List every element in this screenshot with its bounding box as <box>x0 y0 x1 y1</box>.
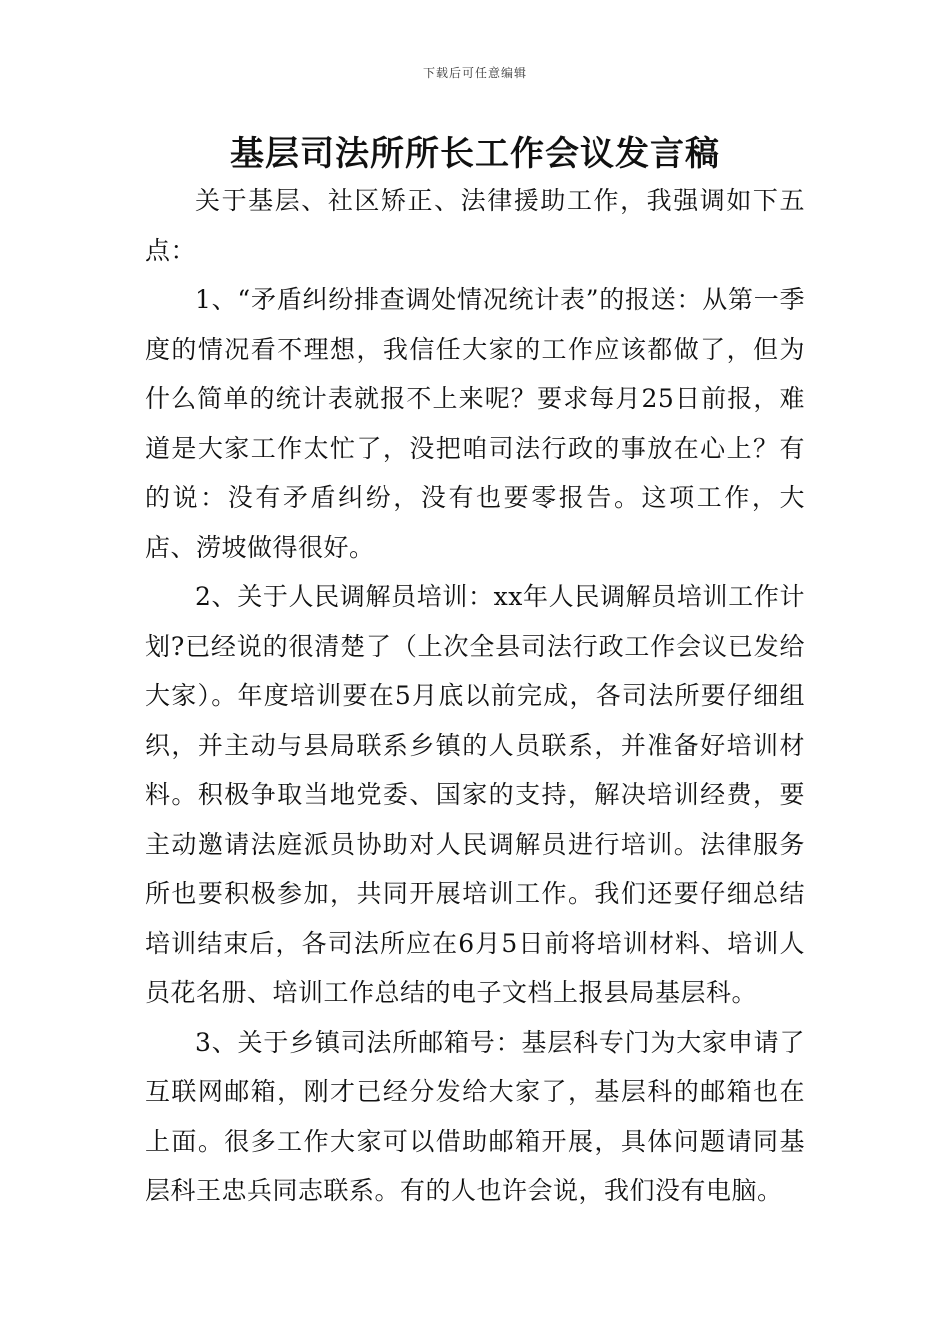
header-note: 下载后可任意编辑 <box>422 66 527 80</box>
paragraph-point-3: 3、关于乡镇司法所邮箱号：基层科专门为大家申请了互联网邮箱，刚才已经分发给大家了，基层科的邮箱也在上面。很多工作大家可以借助邮箱开展，具体问题请同基层科王忠兵同志联系。有的人也许会说，我们没有电脑。 <box>145 1027 805 1205</box>
document-body <box>145 176 805 1216</box>
paragraph-point-2: 2、关于人民调解员培训：xx年人民调解员培训工作计划?已经说的很清楚了（上次全县司法行政工作会议已发给大家）。年度培训要在5月底以前完成，各司法所要仔细组织，并主动与县局联系乡镇的人员联系，并准备好培训材料。积极争取当地党委、国家的支持，解决培训经费，要主动邀请法庭派员协助对人民调解员进行培训。法律服务所也要积极参加，共同开展培训工作。我们还要仔细总结培训结束后，各司法所应在6月5日前将培训材料、培训人员花名册、培训工作总结的电子文档上报县局基层科。 <box>145 582 805 1007</box>
document-title: 基层司法所所长工作会议发言稿 <box>230 134 720 174</box>
paragraph-point-1: 1、“矛盾纠纷排查调处情况统计表”的报送：从第一季度的情况看不理想，我信任大家的工作应该都做了，但为什么简单的统计表就报不上来呢？要求每月25日前报，难道是大家工作太忙了，没把咱司法行政的事放在心上？有的说：没有矛盾纠纷，没有也要零报告。这项工作，大店、涝坡做得很好。 <box>145 285 805 562</box>
paragraph-intro: 关于基层、社区矫正、法律援助工作，我强调如下五点： <box>145 186 805 265</box>
